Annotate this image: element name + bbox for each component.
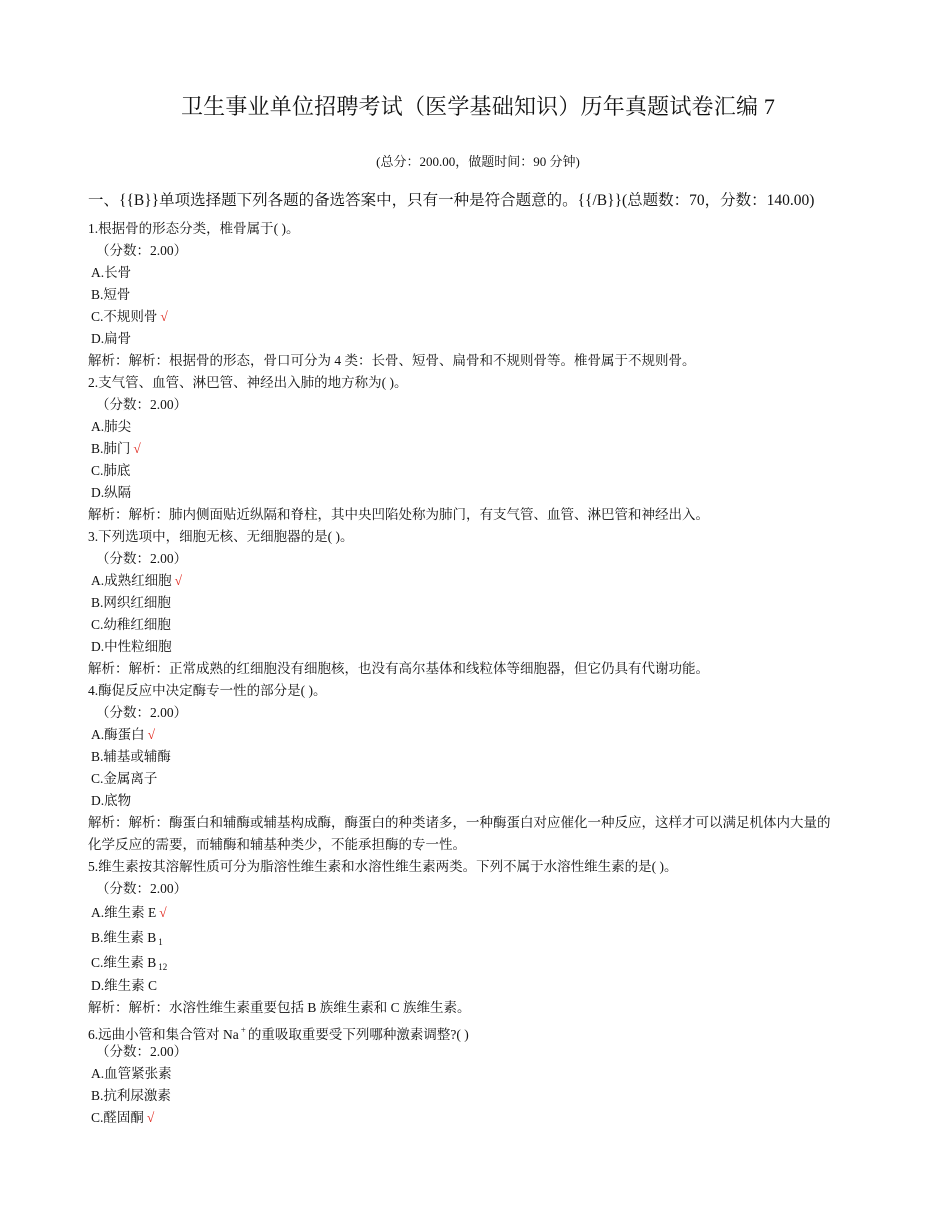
stem-superscript: + <box>240 1025 246 1035</box>
question-explanation: 解析：解析：正常成熟的红细胞没有细胞核，也没有高尔基体和线粒体等细胞器，但它仍具有代谢功能。 <box>88 661 709 676</box>
option-label: A.维生素 E <box>91 905 157 920</box>
option-label: A.酶蛋白 <box>91 727 145 742</box>
option-b <box>88 284 868 306</box>
option-b <box>88 925 868 950</box>
question-explanation: 解析：解析：肺内侧面贴近纵隔和脊柱，其中央凹陷处称为肺门，有支气管、血管、淋巴管和神经出入。 <box>88 507 709 522</box>
question-score: （分数：2.00） <box>96 397 188 412</box>
exam-meta: (总分：200.00，做题时间：90 分钟) <box>376 154 580 169</box>
question-explanation: 解析：解析：根据骨的形态，骨口可分为 4 类：长骨、短骨、扁骨和不规则骨等。椎骨属于不规则骨。 <box>88 353 696 368</box>
option-d <box>88 636 868 658</box>
option-b <box>88 592 868 614</box>
option-label: C.肺底 <box>91 463 131 478</box>
question-4 <box>88 680 868 856</box>
correct-check-icon: √ <box>174 573 183 588</box>
option-label: B.肺门 <box>91 441 131 456</box>
question-score: （分数：2.00） <box>96 1044 188 1059</box>
question-score: （分数：2.00） <box>96 705 188 720</box>
option-d <box>88 790 868 812</box>
question-explanation-line-2: 化学反应的需要，而辅酶和辅基种类少，不能承担酶的专一性。 <box>88 837 466 852</box>
option-label: A.血管紧张素 <box>91 1066 172 1081</box>
question-score: （分数：2.00） <box>96 551 188 566</box>
option-label: D.扁骨 <box>91 331 132 346</box>
question-score: （分数：2.00） <box>96 243 188 258</box>
section-heading: 一、{{B}}单项选择题下列各题的备选答案中，只有一种是符合题意的。{{/B}}(总题数：70，分数：140.00) <box>88 192 815 209</box>
option-a <box>88 262 868 284</box>
option-c <box>88 1107 868 1129</box>
question-explanation: 解析：解析：水溶性维生素重要包括 B 族维生素和 C 族维生素。 <box>88 1000 471 1015</box>
stem-text-after: 的重吸取重要受下列哪种激素调整?( ) <box>247 1027 469 1042</box>
option-c <box>88 768 868 790</box>
option-subscript: 1 <box>158 937 163 947</box>
option-label: D.纵隔 <box>91 485 132 500</box>
option-c <box>88 950 868 975</box>
option-b <box>88 1085 868 1107</box>
option-c <box>88 614 868 636</box>
option-label: C.维生素 B <box>91 955 157 970</box>
option-label: B.维生素 B <box>91 930 157 945</box>
correct-check-icon: √ <box>133 441 141 456</box>
correct-check-icon: √ <box>159 905 167 920</box>
question-6 <box>88 1019 868 1129</box>
question-stem: 2.支气管、血管、淋巴管、神经出入肺的地方称为( )。 <box>88 375 408 390</box>
option-a <box>88 1063 868 1085</box>
question-5 <box>88 856 868 1019</box>
correct-check-icon: √ <box>160 309 168 324</box>
question-stem: 3.下列选项中，细胞无核、无细胞器的是( )。 <box>88 529 354 544</box>
question-stem: 4.酶促反应中决定酶专一性的部分是( )。 <box>88 683 327 698</box>
option-d <box>88 328 868 350</box>
correct-check-icon: √ <box>146 1110 155 1125</box>
option-c <box>88 460 868 482</box>
option-label: C.幼稚红细胞 <box>91 617 171 632</box>
question-1 <box>88 218 868 372</box>
question-stem: 5.维生素按其溶解性质可分为脂溶性维生素和水溶性维生素两类。下列不属于水溶性维生素的是( )。 <box>88 859 678 874</box>
option-b <box>88 746 868 768</box>
option-label: D.底物 <box>91 793 132 808</box>
question-3 <box>88 526 868 680</box>
option-label: A.成熟红细胞 <box>91 573 172 588</box>
option-label: B.短骨 <box>91 287 131 302</box>
option-d <box>88 482 868 504</box>
option-label: B.抗利尿激素 <box>91 1088 171 1103</box>
question-stem: 1.根据骨的形态分类，椎骨属于( )。 <box>88 221 300 236</box>
option-label: C.金属离子 <box>91 771 158 786</box>
correct-check-icon: √ <box>147 727 156 742</box>
option-label: B.辅基或辅酶 <box>91 749 171 764</box>
exam-title: 卫生事业单位招聘考试（医学基础知识）历年真题试卷汇编 7 <box>180 94 776 119</box>
option-c <box>88 306 868 328</box>
option-subscript: 12 <box>158 962 168 972</box>
option-label: D.中性粒细胞 <box>91 639 172 654</box>
question-2 <box>88 372 868 526</box>
option-d <box>88 975 868 997</box>
option-label: D.维生素 C <box>91 978 158 993</box>
stem-text-before: 6.远曲小管和集合管对 Na <box>88 1027 239 1042</box>
option-b <box>88 438 868 460</box>
option-label: B.网织红细胞 <box>91 595 171 610</box>
question-list <box>88 218 868 1129</box>
option-label: A.长骨 <box>91 265 132 280</box>
question-score: （分数：2.00） <box>96 881 188 896</box>
option-label: C.不规则骨 <box>91 309 158 324</box>
option-label: C.醛固酮 <box>91 1110 144 1125</box>
option-a <box>88 570 868 592</box>
option-a <box>88 724 868 746</box>
question-stem <box>88 1019 868 1041</box>
option-a <box>88 900 868 925</box>
option-a <box>88 416 868 438</box>
question-explanation-line-1: 解析：解析：酶蛋白和辅酶或辅基构成酶，酶蛋白的种类诸多，一种酶蛋白对应催化一种反应，这样才可以满足机体内大量的 <box>88 815 831 830</box>
option-label: A.肺尖 <box>91 419 132 434</box>
